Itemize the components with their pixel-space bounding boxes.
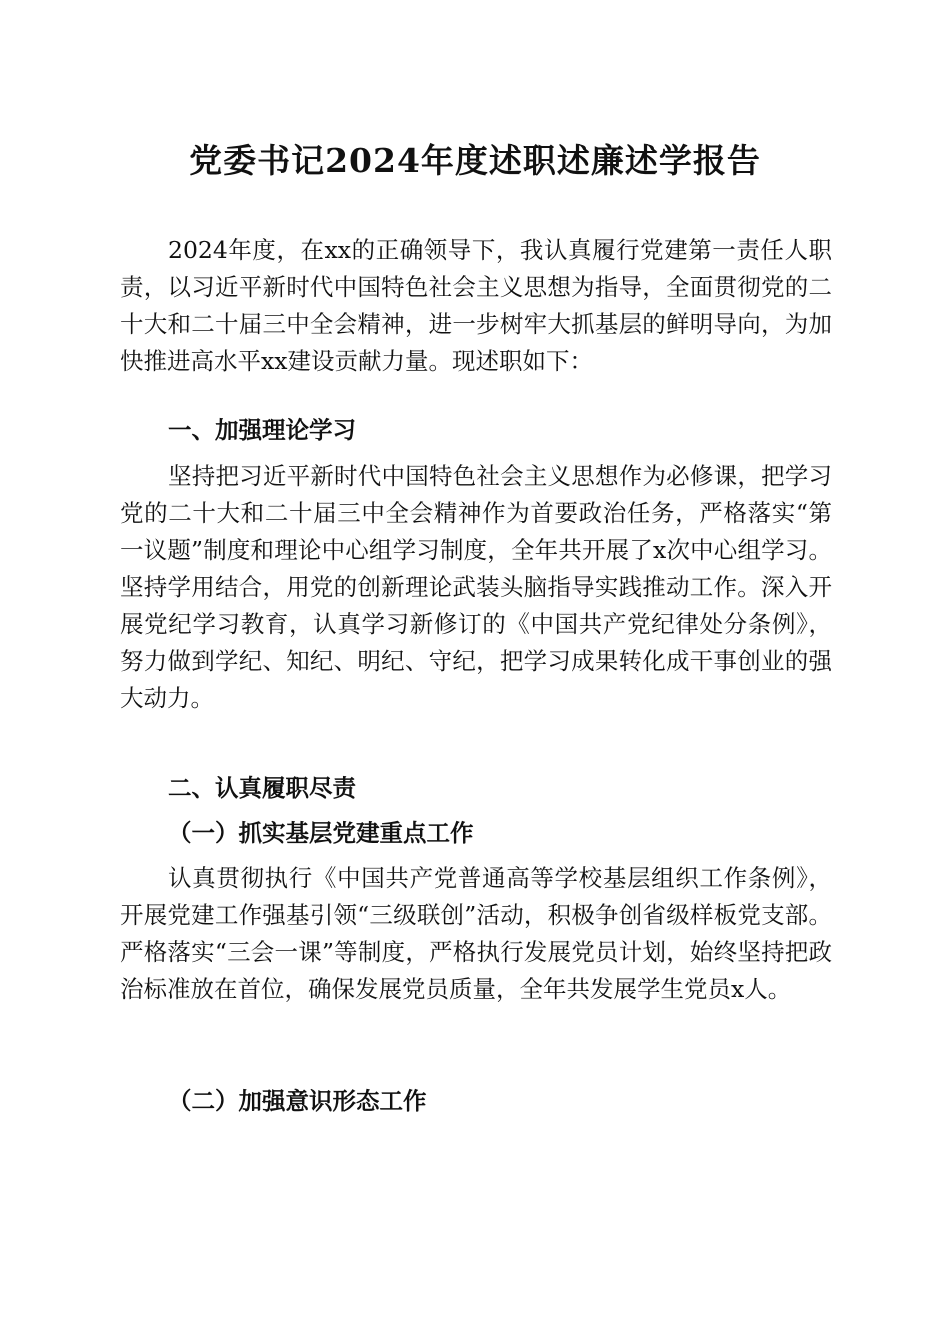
section-1-heading: 一、加强理论学习	[168, 416, 356, 444]
document-title: 党委书记2024年度述职述廉述学报告	[189, 141, 761, 180]
subsection-1-paragraph: 认真贯彻执行《中国共产党普通高等学校基层组织工作条例》，开展党建工作强基引领“三级联创”活动，积极争创省级样板党支部。严格落实“三会一课”等制度，严格执行发展党员计划，始终坚持把政治标准放在首位，确保发展党员质量，全年共发展学生党员x人。	[120, 864, 832, 1003]
section-2-heading: 二、认真履职尽责	[168, 774, 356, 802]
section-1-paragraph: 坚持把习近平新时代中国特色社会主义思想作为必修课，把学习党的二十大和二十届三中全会精神作为首要政治任务，严格落实“第一议题”制度和理论中心组学习制度，全年共开展了x次中心组学习。坚持学用结合，用党的创新理论武装头脑指导实践推动工作。深入开展党纪学习教育，认真学习新修订的《中国共产党纪律处分条例》，努力做到学纪、知纪、明纪、守纪，把学习成果转化成干事创业的强大动力。	[120, 462, 832, 712]
subsection-2-heading: （二）加强意识形态工作	[168, 1087, 427, 1115]
subsection-1-heading: （一）抓实基层党建重点工作	[168, 819, 474, 847]
intro-paragraph: 2024年度，在xx的正确领导下，我认真履行党建第一责任人职责，以习近平新时代中国特色社会主义思想为指导，全面贯彻党的二十大和二十届三中全会精神，进一步树牢大抓基层的鲜明导向，为加快推进高水平xx建设贡献力量。现述职如下：	[120, 236, 832, 375]
